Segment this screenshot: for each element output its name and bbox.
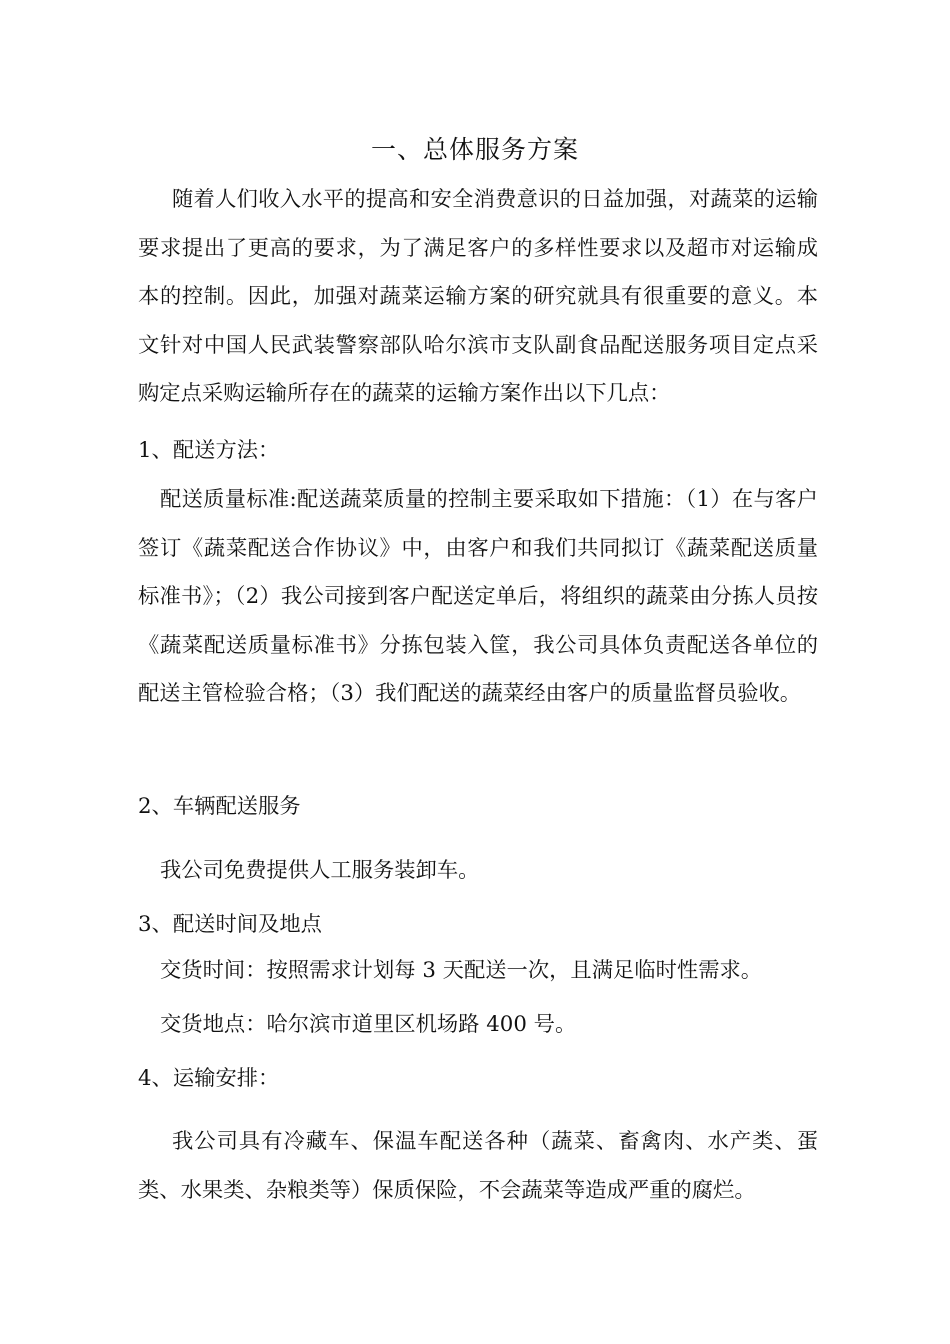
section-heading-delivery-method: 1、配送方法： <box>138 438 280 463</box>
intro-paragraph: 随着人们收入水平的提高和安全消费意识的日益加强，对蔬菜的运输要求提出了更高的要求，为了满足客户的多样性要求以及超市对运输成本的控制。因此，加强对蔬菜运输方案的研究就具有很重要的意义。本文针对中国人民武装警察部队哈尔滨市支队副食品配送服务项目定点采购定点采购运输所存在的蔬菜的运输方案作出以下几点： <box>138 187 818 406</box>
document-title: 一、总体服务方案 <box>370 135 579 164</box>
delivery-location-paragraph: 交货地点：哈尔滨市道里区机场路 400 号。 <box>160 1012 577 1037</box>
delivery-quality-paragraph: 配送质量标准:配送蔬菜质量的控制主要采取如下措施：（1）在与客户签订《蔬菜配送合作协议》中，由客户和我们共同拟订《蔬菜配送质量标准书》；（2）我公司接到客户配送定单后，将组织的蔬菜由分拣人员按《蔬菜配送质量标准书》分拣包装入筐，我公司具体负责配送各单位的配送主管检验合格；（3）我们配送的蔬菜经由客户的质量监督员验收。 <box>138 487 818 706</box>
section-heading-time-location: 3、配送时间及地点 <box>138 912 322 937</box>
section-heading-vehicle-service: 2、车辆配送服务 <box>138 794 301 819</box>
vehicle-service-paragraph: 我公司免费提供人工服务装卸车。 <box>160 858 480 883</box>
delivery-time-paragraph: 交货时间：按照需求计划每 3 天配送一次，且满足临时性需求。 <box>160 958 763 983</box>
section-heading-transport: 4、运输安排： <box>138 1066 280 1091</box>
transport-paragraph: 我公司具有冷藏车、保温车配送各种（蔬菜、畜禽肉、水产类、蛋类、水果类、杂粮类等）保质保险，不会蔬菜等造成严重的腐烂。 <box>138 1129 818 1203</box>
